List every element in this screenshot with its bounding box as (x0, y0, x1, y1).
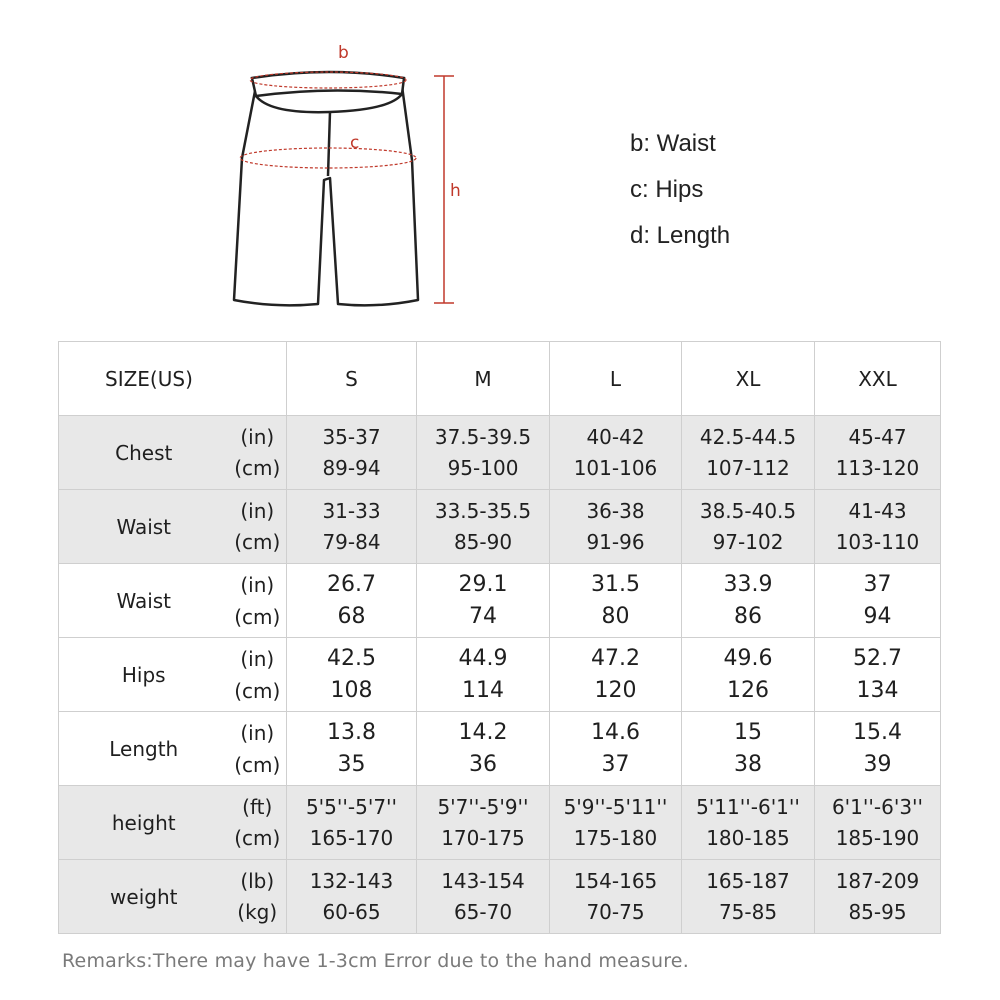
size-value: 101-106 (573, 455, 658, 480)
size-value: 26.7 (327, 571, 376, 597)
size-value: 126 (727, 677, 769, 703)
size-value-cell (417, 860, 550, 934)
size-value: 36 (469, 751, 497, 777)
size-value: 107-112 (706, 455, 790, 480)
size-value-cell (682, 490, 815, 564)
size-chart-table (58, 341, 941, 934)
label-h: h (450, 181, 461, 201)
size-value: 36-38 (586, 498, 645, 523)
unit-label: (lb) (240, 868, 275, 893)
size-value-cell (550, 416, 682, 490)
size-value: 5'5''-5'7'' (305, 794, 398, 819)
size-value: 79-84 (322, 529, 381, 554)
row-units (229, 564, 287, 638)
unit-label: (cm) (234, 455, 281, 480)
label-c: c (350, 133, 360, 153)
size-value: 97-102 (712, 529, 784, 554)
size-value: 70-75 (586, 899, 645, 924)
size-value-cell (550, 860, 682, 934)
size-value: 103-110 (835, 529, 920, 554)
size-value-cell (417, 564, 550, 638)
size-value-cell (815, 860, 941, 934)
size-value: 5'7''-5'9'' (437, 794, 529, 819)
row-units (229, 638, 287, 712)
remarks-note: Remarks:There may have 1-3cm Error due to the hand measure. (62, 950, 689, 972)
size-value: 60-65 (322, 899, 381, 924)
table-row (59, 786, 941, 860)
size-value: 154-165 (573, 868, 658, 893)
measurement-legend (630, 128, 730, 266)
size-value-cell (417, 786, 550, 860)
size-value: 31.5 (591, 571, 640, 597)
table-row (59, 712, 941, 786)
size-value-cell (550, 786, 682, 860)
size-value-cell (815, 564, 941, 638)
size-value-cell (550, 564, 682, 638)
shorts-diagram (220, 38, 480, 318)
legend-length: d: Length (630, 222, 731, 249)
header-size-xl: XL (682, 342, 815, 416)
size-value: 175-180 (573, 825, 658, 850)
size-value: 15.4 (853, 719, 902, 745)
size-value-cell (287, 786, 417, 860)
size-value: 132-143 (309, 868, 394, 893)
size-value: 80 (601, 603, 630, 629)
unit-label: (cm) (234, 604, 281, 629)
header-size-s: S (287, 342, 417, 416)
table-header-row (59, 342, 941, 416)
size-value: 5'11''-6'1'' (696, 794, 800, 819)
row-label: height (59, 786, 229, 860)
header-size-xxl: XXL (815, 342, 941, 416)
size-value-cell (682, 786, 815, 860)
size-value: 41-43 (848, 498, 907, 523)
size-value: 31-33 (322, 498, 381, 523)
table-row (59, 416, 941, 490)
size-value: 86 (734, 603, 762, 629)
size-value-cell (287, 712, 417, 786)
size-value: 134 (856, 677, 899, 703)
size-value: 42.5-44.5 (699, 424, 797, 449)
size-value: 185-190 (835, 825, 920, 850)
size-value: 143-154 (441, 868, 525, 893)
size-value: 89-94 (322, 455, 381, 480)
row-units (229, 712, 287, 786)
size-value: 95-100 (447, 455, 519, 480)
size-value: 37 (601, 751, 630, 777)
table-row (59, 490, 941, 564)
size-value: 114 (462, 677, 504, 703)
header-size-label: SIZE(US) (59, 342, 287, 416)
size-value: 38 (734, 751, 762, 777)
row-units (229, 786, 287, 860)
size-value: 165-187 (706, 868, 790, 893)
size-value-cell (682, 564, 815, 638)
size-value: 33.9 (723, 571, 773, 597)
row-units (229, 860, 287, 934)
unit-label: (in) (240, 572, 275, 597)
size-value-cell (682, 638, 815, 712)
size-value: 120 (594, 677, 637, 703)
size-value: 180-185 (706, 825, 790, 850)
header-size-l: L (550, 342, 682, 416)
size-value: 74 (469, 603, 497, 629)
size-value: 39 (863, 751, 892, 777)
size-value: 35-37 (322, 424, 381, 449)
size-value-cell (287, 564, 417, 638)
unit-label: (cm) (234, 825, 281, 850)
size-value: 49.6 (723, 645, 773, 671)
size-value: 65-70 (453, 899, 513, 924)
size-value: 37 (863, 571, 892, 597)
size-value-cell (287, 490, 417, 564)
size-value: 42.5 (327, 645, 376, 671)
size-value: 38.5-40.5 (699, 498, 797, 523)
header-size-m: M (417, 342, 550, 416)
size-value: 5'9''-5'11'' (563, 794, 668, 819)
size-value: 85-95 (848, 899, 907, 924)
unit-label: (in) (240, 720, 275, 745)
unit-label: (in) (240, 646, 275, 671)
size-value: 113-120 (835, 455, 920, 480)
size-value-cell (417, 712, 550, 786)
size-value-cell (417, 416, 550, 490)
size-value-cell (417, 490, 550, 564)
size-value: 14.6 (591, 719, 640, 745)
size-value: 75-85 (718, 899, 778, 924)
size-value: 165-170 (309, 825, 394, 850)
size-value-cell (287, 860, 417, 934)
size-value: 33.5-35.5 (434, 498, 532, 523)
size-value: 170-175 (441, 825, 525, 850)
table-row (59, 860, 941, 934)
legend-hips: c: Hips (630, 176, 704, 203)
size-value-cell (287, 416, 417, 490)
size-value: 44.9 (458, 645, 508, 671)
row-label: Waist (59, 490, 229, 564)
table-row (59, 638, 941, 712)
unit-label: (cm) (234, 678, 281, 703)
row-units (229, 416, 287, 490)
size-value: 187-209 (835, 868, 920, 893)
unit-label: (cm) (234, 752, 281, 777)
size-value-cell (287, 638, 417, 712)
unit-label: (in) (240, 424, 275, 449)
size-value: 13.8 (327, 719, 376, 745)
size-value-cell (815, 786, 941, 860)
size-value: 85-90 (453, 529, 513, 554)
unit-label: (in) (240, 498, 275, 523)
size-value: 47.2 (591, 645, 640, 671)
size-value: 15 (734, 719, 762, 745)
size-value: 37.5-39.5 (434, 424, 532, 449)
size-value: 14.2 (458, 719, 508, 745)
label-b: b (338, 43, 349, 63)
row-label: weight (59, 860, 229, 934)
size-value: 52.7 (853, 645, 902, 671)
row-label: Waist (59, 564, 229, 638)
size-value-cell (417, 638, 550, 712)
size-value: 40-42 (586, 424, 645, 449)
size-value: 45-47 (848, 424, 907, 449)
size-value: 94 (863, 603, 892, 629)
size-value: 35 (337, 751, 366, 777)
size-value-cell (815, 638, 941, 712)
unit-label: (ft) (242, 794, 273, 819)
size-value-cell (815, 712, 941, 786)
unit-label: (kg) (237, 899, 278, 924)
row-label: Chest (59, 416, 229, 490)
size-value-cell (550, 638, 682, 712)
row-label: Hips (59, 638, 229, 712)
table-row (59, 564, 941, 638)
size-value-cell (815, 416, 941, 490)
size-value-cell (682, 860, 815, 934)
size-value-cell (550, 490, 682, 564)
size-value: 91-96 (586, 529, 645, 554)
size-value-cell (682, 416, 815, 490)
size-value-cell (550, 712, 682, 786)
unit-label: (cm) (234, 529, 281, 554)
legend-waist: b: Waist (630, 130, 716, 157)
row-label: Length (59, 712, 229, 786)
size-value: 29.1 (458, 571, 508, 597)
size-value-cell (682, 712, 815, 786)
size-value-cell (815, 490, 941, 564)
size-value: 108 (330, 677, 373, 703)
size-value: 68 (337, 603, 366, 629)
size-value: 6'1''-6'3'' (831, 794, 924, 819)
row-units (229, 490, 287, 564)
